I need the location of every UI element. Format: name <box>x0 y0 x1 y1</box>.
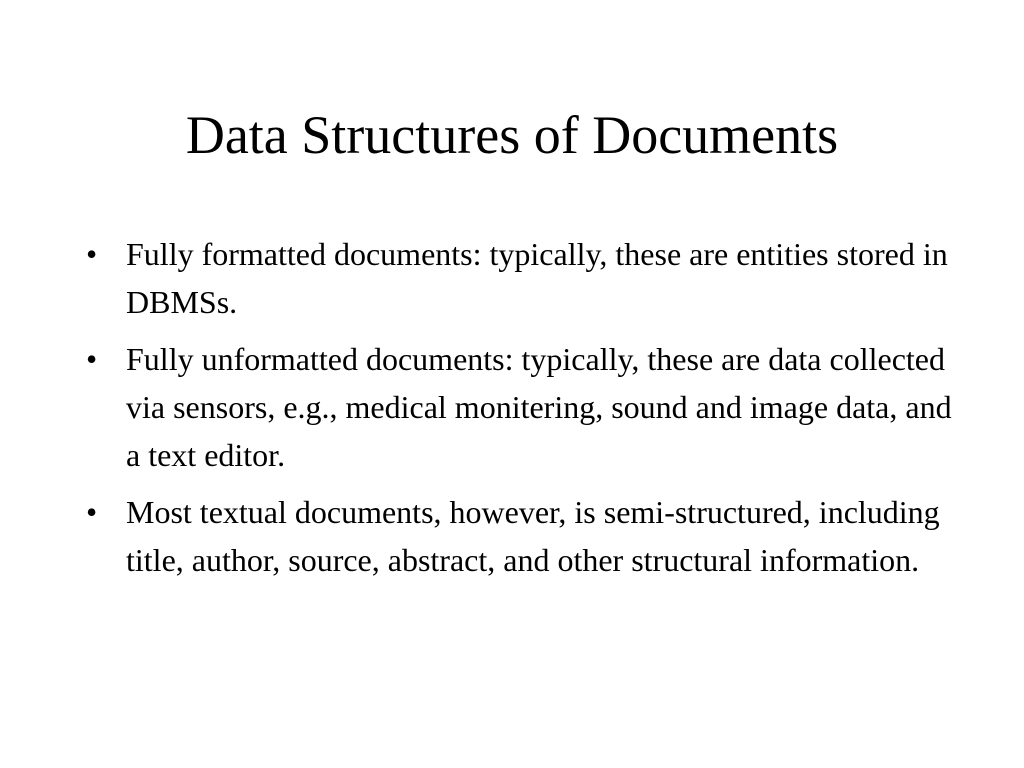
bullet-icon: • <box>86 236 98 272</box>
bullet-item <box>86 230 966 326</box>
bullet-text: Most textual documents, however, is semi-structured, including title, author, source, abstract, and other structural information. <box>126 494 940 578</box>
bullet-item <box>86 488 966 584</box>
bullet-icon: • <box>86 494 98 530</box>
bullet-list <box>86 230 966 593</box>
bullet-item <box>86 335 966 479</box>
slide-title: Data Structures of Documents <box>185 105 839 165</box>
bullet-text: Fully formatted documents: typically, these are entities stored in DBMSs. <box>126 236 948 320</box>
bullet-text: Fully unformatted documents: typically, these are data collected via sensors, e.g., medical monitering, sound and image data, and a text editor. <box>126 341 952 473</box>
bullet-icon: • <box>86 341 98 377</box>
